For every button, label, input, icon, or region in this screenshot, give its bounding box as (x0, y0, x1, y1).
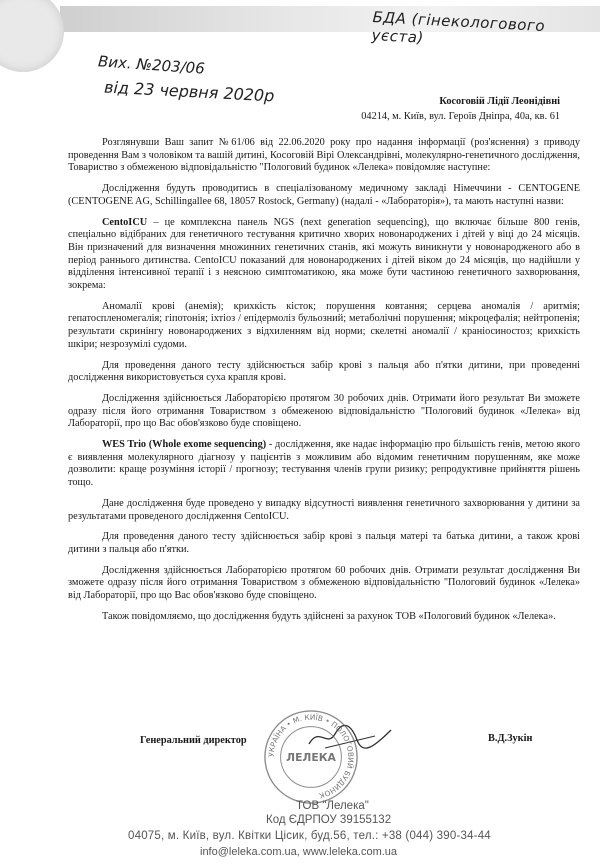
company-stamp (262, 708, 360, 806)
signatory-title: Генеральний директор (140, 735, 247, 746)
paragraph-wes-timing: Дослідження здійснюється Лабораторією протягом 60 робочих днів. Отримати результат дослідження Ви зможете одразу після його отримання Товариством з обмеженою відповідальністю "Пологовий будинок «Лелека» від Лабораторії, про що Вас обов'язково буде сповіщено. (68, 564, 580, 602)
paragraph-wes-condition: Дане дослідження буде проведено у випадку відсутності виявлення генетичного захворювання у дитини за результатами проведеного дослідження CentoICU. (68, 497, 580, 522)
footer-company: ТОВ "Лелека" (296, 800, 369, 812)
bold-lead-term: CentoICU (102, 216, 148, 228)
handwritten-reg-number: Вих. №203/06 (97, 52, 206, 78)
paragraph-wes-trio: WES Trio (Whole exome sequencing) - дослідження, яке надає інформацію про більшість генів, метою якого є виявлення молекулярного діагнозу у пацієнтів з можливим або відомим генетичним порушенням, яке може дозволити: краще розуміння історії / прогнозу; тестування членів групи ризику; репродуктивне прийняття рішень тощо. (68, 439, 580, 489)
scan-corner-mark (0, 0, 64, 72)
stamp-ring-text: УКРАЇНА • М. КИЇВ • ПОЛОГОВИЙ БУДИНОК (266, 712, 356, 801)
paragraph-centoicu: CentoICU – це комплексна панель NGS (next generation sequencing), що включає більше 800 генів, спеціально відібраних для генетичного тестування критично хворих новонароджених і дітей у віці до 24 місяців. Він призначений для визначення множинних генетичних станів, які можуть виникнути у новонародженого або в період раннього дитинства. CentoICU показаний для новонароджених і дітей віком до 24 місяців, що надійшли у відділення інтенсивної терапії і з неясною симптоматикою, яка може бути частиною генетичного захворювання, зокрема: (68, 216, 580, 292)
stamp-center-text: ЛЕЛЕКА (286, 750, 336, 764)
paragraph-payment: Також повідомляємо, що дослідження будуть здійснені за рахунок ТОВ «Пологовий будинок «Лелека». (102, 610, 556, 622)
paragraph-intro: Розглянувши Ваш запит №61/06 від 22.06.2020 року про надання інформації (роз'яснення) з приводу проведення Вам з чоловіком та вашій дитині, Косоговій Вірі Олександрівні, молекулярно-генетичного дослідження, Товариство з обмеженою відповідальністю "Пологовий будинок «Лелека» повідомляє наступне: (68, 137, 580, 174)
recipient-name: Косоговій Лідії Леонідівні (439, 96, 560, 107)
paragraph-indications: Аномалії крові (анемія); крихкість кісток; порушення ковтання; серцева аномалія / аритмія; гепатоспленомегалія; гіпотонія; іхтіоз / епідермоліз бульозний; метаболічні порушення; мікроцефалія; нейтропенія; результати скринінгу новонароджених з відхиленням від норми; скелетні аномалії / краніосиностоз; крихкість шкіри; незрозумілі судоми. (68, 300, 580, 350)
paragraph-centoicu-sample: Для проведення даного тесту здійснюється забір крові з пальця або п'ятки дитини, при проведенні дослідження використовується суха крапля крові. (68, 359, 580, 384)
recipient-block (361, 94, 560, 124)
footer-edrpou: Код ЄДРПОУ 39155132 (266, 814, 392, 826)
letter-body (68, 137, 580, 632)
signatory-name: В.Д.Зукін (488, 733, 533, 744)
handwritten-top-note: БДА (гінекологового уєста) (371, 8, 546, 47)
footer-contacts: info@leleka.com.ua, www.leleka.com.ua (200, 846, 398, 858)
bold-lead-term: WES Trio (Whole exome sequencing) (102, 439, 267, 451)
paragraph-centoicu-timing: Дослідження здійснюється Лабораторією протягом 30 робочих днів. Отримати його результат Ви зможете одразу після його отримання Товариством з обмеженою відповідальністю "Пологовий будинок «Лелека» від Лабораторії, про що Вас обов'язково буде сповіщено. (68, 392, 580, 430)
handwritten-reg-date: від 23 червня 2020р (103, 77, 275, 106)
paragraph-wes-sample: Для проведення даного тесту здійснюється забір крові з пальця матері та батька дитини, а також крові дитини з пальця або п'ятки. (68, 531, 580, 555)
paragraph-lab: Дослідження будуть проводитись в спеціалізованому медичному закладі Німеччини - CENTOGENE (CENTOGENE AG, Schillingallee 68, 18057 Rostock, Germany) (надалі - «Лабораторія»), та мають наступні назви: (68, 183, 580, 207)
recipient-address: 04214, м. Київ, вул. Героїв Дніпра, 40а, кв. 61 (361, 111, 560, 122)
footer-address: 04075, м. Київ, вул. Квітки Цісик, буд.56, тел.: +38 (044) 390-34-44 (128, 830, 491, 842)
